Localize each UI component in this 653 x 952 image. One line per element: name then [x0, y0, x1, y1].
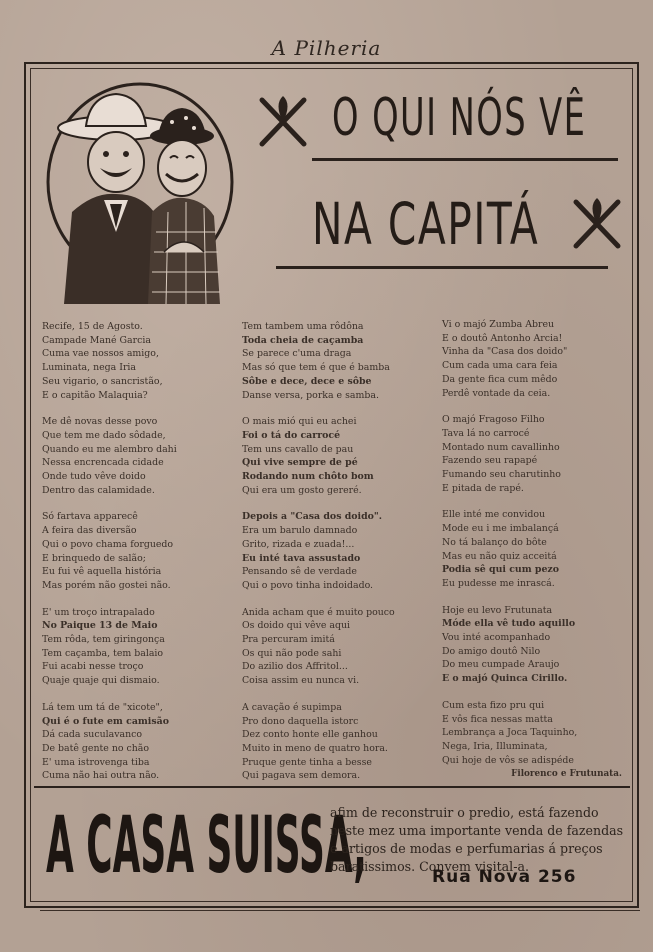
verse-line: Pruque gente tinha a besse	[242, 756, 372, 768]
verse-line: Me dê novas desse povo	[42, 416, 158, 428]
verse-line: Onde tudo vêve doido	[42, 471, 146, 483]
verse-line: Qui era um gosto gereré.	[242, 484, 362, 496]
leaf-ornament-icon	[258, 94, 308, 150]
verse-line: Qui o povo chama forguedo	[42, 538, 174, 550]
advertisement-store-name	[46, 798, 367, 894]
verse-line: Qui é o fute em camisão	[42, 715, 169, 727]
advertisement-address: Rua Nova 256	[432, 867, 577, 887]
verse-line: Recife, 15 de Agosto.	[42, 321, 143, 332]
verse-line: Sôbe e dece, dece e sôbe	[242, 375, 372, 387]
stanza	[242, 606, 438, 688]
verse-line: Vou inté acompanhado	[442, 632, 551, 644]
verse-line: Campade Mané Garcia	[42, 334, 151, 346]
verse-line: Toda cheia de caçamba	[242, 334, 364, 346]
verse-line: Grito, rizada e zuada!...	[242, 538, 355, 550]
verse-line: Vinha da "Casa dos doido"	[442, 346, 568, 358]
verse-line: Pensando sê de verdade	[242, 566, 357, 578]
verse-line: Coisa assim eu nunca vi.	[242, 675, 360, 687]
verse-line: Mas eu não quiz acceitá	[442, 550, 557, 562]
verse-line: Só fartava apparecê	[42, 511, 138, 523]
verse-line: Qui vive sempre de pé	[242, 457, 358, 469]
verse-line: No tá balanço do bôte	[442, 536, 547, 548]
verse-line: Perdê vontade da ceia.	[442, 387, 551, 399]
poem-signature: Filorenco e Frutunata.	[511, 769, 622, 780]
verse-line: Nessa encrencada cidade	[42, 457, 164, 469]
stanza	[42, 701, 237, 783]
verse-line: Fumando seu charutinho	[442, 469, 561, 481]
store-name-text: A CASA SUISSA,	[46, 801, 367, 891]
verse-line: Mas só que tem é que é bamba	[242, 362, 390, 374]
poem-column-3	[442, 318, 632, 782]
verse-line: Montado num cavallinho	[442, 441, 560, 453]
verse-line: E' um troço intrapalado	[42, 606, 155, 618]
stanza	[442, 604, 632, 686]
stanza	[42, 606, 237, 688]
headline-line-1: O QUI NÓS VÊ	[332, 88, 587, 148]
advertisement-separator	[34, 786, 630, 788]
verse-line: Qui pagava sem demora.	[242, 770, 361, 782]
verse-line: Nega, Iria, Illuminata,	[442, 740, 548, 752]
stanza	[442, 699, 632, 768]
verse-line: Qui o povo tinha indoidado.	[242, 579, 374, 591]
headline-rule-bottom	[276, 266, 608, 269]
verse-line: Fui acabi nesse troço	[42, 661, 144, 673]
stanza	[442, 318, 632, 400]
poem-column-1	[42, 320, 237, 796]
verse-line: Cum esta fizo pru qui	[442, 699, 545, 711]
headline-rule-top	[312, 158, 618, 161]
verse-line: Dez conto honte elle ganhou	[242, 729, 378, 741]
verse-line: Os qui não pode sahi	[242, 647, 342, 659]
verse-line: Tem uns cavallo de pau	[242, 443, 354, 455]
stanza	[42, 510, 237, 592]
verse-line: Hoje eu levo Frutunata	[442, 604, 553, 616]
verse-line: Os doido qui vêve aqui	[242, 620, 351, 632]
verse-line: Luminata, nega Iria	[42, 362, 137, 374]
verse-line: Cuma não hai outra não.	[42, 770, 160, 782]
verse-line: Foi o tá do carrocé	[242, 429, 341, 441]
verse-line: Eu inté tava assustado	[242, 552, 361, 564]
verse-line: Cuma vae nossos amigo,	[42, 348, 159, 360]
verse-line: Do amigo doutô Nilo	[442, 645, 541, 657]
stanza	[442, 508, 632, 590]
leaf-ornament-icon	[572, 196, 622, 252]
verse-line: No Paique 13 de Maio	[42, 620, 158, 632]
verse-line: Dá cada suculavanco	[42, 729, 143, 741]
verse-line: Quando eu me alembro dahi	[42, 443, 177, 455]
verse-line: Dentro das calamidade.	[42, 484, 155, 496]
stanza	[42, 320, 237, 402]
verse-line: E' uma istrovenga tiba	[42, 756, 150, 768]
verse-line: Tava lá no carrocé	[442, 427, 530, 439]
verse-line: Móde ella vê tudo aquillo	[442, 618, 576, 630]
verse-line: Qui hoje de vôs se adispéde	[442, 754, 574, 766]
verse-line: Rodando num chôto bom	[242, 471, 374, 483]
verse-line: Eu pudesse me inrascá.	[442, 577, 555, 589]
verse-line: E o capitão Malaquia?	[42, 389, 148, 401]
verse-line: Se parece c'uma draga	[242, 348, 352, 360]
verse-line: Quaje quaje qui dismaio.	[42, 675, 160, 687]
verse-line: E o doutô Antonho Arcia!	[442, 332, 563, 344]
verse-line: Lembrança a Joca Taquinho,	[442, 727, 578, 739]
verse-line: Tem caçamba, tem balaio	[42, 647, 164, 659]
verse-line: Que tem me dado sôdade,	[42, 429, 166, 441]
stanza	[242, 320, 438, 402]
verse-line: Pra percuram imitá	[242, 634, 335, 646]
verse-line: Do azilio dos Affritol...	[242, 661, 348, 673]
stanza	[242, 415, 438, 497]
verse-line: O mais mió qui eu achei	[242, 416, 357, 428]
magazine-masthead: A Pilheria	[271, 36, 382, 60]
verse-line: Tem rôda, tem giringonça	[42, 634, 165, 646]
verse-line: Elle inté me convidou	[442, 509, 546, 521]
verse-line: Anida acham que é muito pouco	[242, 606, 395, 618]
verse-line: Mode eu i me imbalançá	[442, 523, 559, 535]
poem-column-2	[242, 320, 438, 796]
verse-line: Mas porém não gostei não.	[42, 579, 171, 591]
bottom-rule	[40, 910, 640, 911]
verse-line: E vôs fica nessas matta	[442, 713, 553, 725]
verse-line: Podia sê qui cum pezo	[442, 564, 560, 576]
verse-line: E pitada de rapé.	[442, 482, 524, 494]
verse-line: Do meu cumpade Araujo	[442, 659, 560, 671]
verse-line: De batê gente no chão	[42, 742, 149, 754]
verse-line: Danse versa, porka e samba.	[242, 389, 379, 401]
verse-line: E o majó Quinca Cirillo.	[442, 673, 568, 685]
stanza	[242, 510, 438, 592]
verse-line: Tem tambem uma rôdôna	[242, 321, 364, 332]
stanza	[42, 415, 237, 497]
advertisement-text: afim de reconstruir o predio, está fazendo neste mez uma importante venda de fazendas e artigos de modas e perfumarias á preços baratissimos. Convem visital-a.	[330, 805, 624, 874]
verse-line: O majó Fragoso Filho	[442, 414, 545, 426]
verse-line: Seu vigario, o sancristão,	[42, 375, 163, 387]
verse-line: Pro dono daquella istorc	[242, 715, 359, 727]
verse-line: Lá tem um tá de "xicote",	[42, 701, 163, 713]
verse-line: Vi o majó Zumba Abreu	[442, 319, 555, 330]
headline-line-2: NA CAPITÁ	[312, 190, 540, 258]
verse-line: Da gente fica cum mêdo	[442, 373, 558, 385]
verse-line: Cum cada uma cara feia	[442, 360, 558, 372]
verse-line: E brinquedo de salão;	[42, 552, 146, 564]
verse-line: A feira das diversão	[42, 525, 137, 537]
verse-line: Muito in meno de quatro hora.	[242, 742, 388, 754]
verse-line: Eu fui vê aquella história	[42, 566, 162, 578]
stanza	[242, 701, 438, 783]
verse-line: Depois a "Casa dos doido".	[242, 511, 383, 523]
verse-line: Fazendo seu rapapé	[442, 455, 538, 467]
stanza	[442, 413, 632, 495]
verse-line: A cavação é supimpa	[242, 701, 342, 713]
verse-line: Era um barulo damnado	[242, 525, 358, 537]
two-laughing-men-illustration-icon	[44, 82, 234, 304]
